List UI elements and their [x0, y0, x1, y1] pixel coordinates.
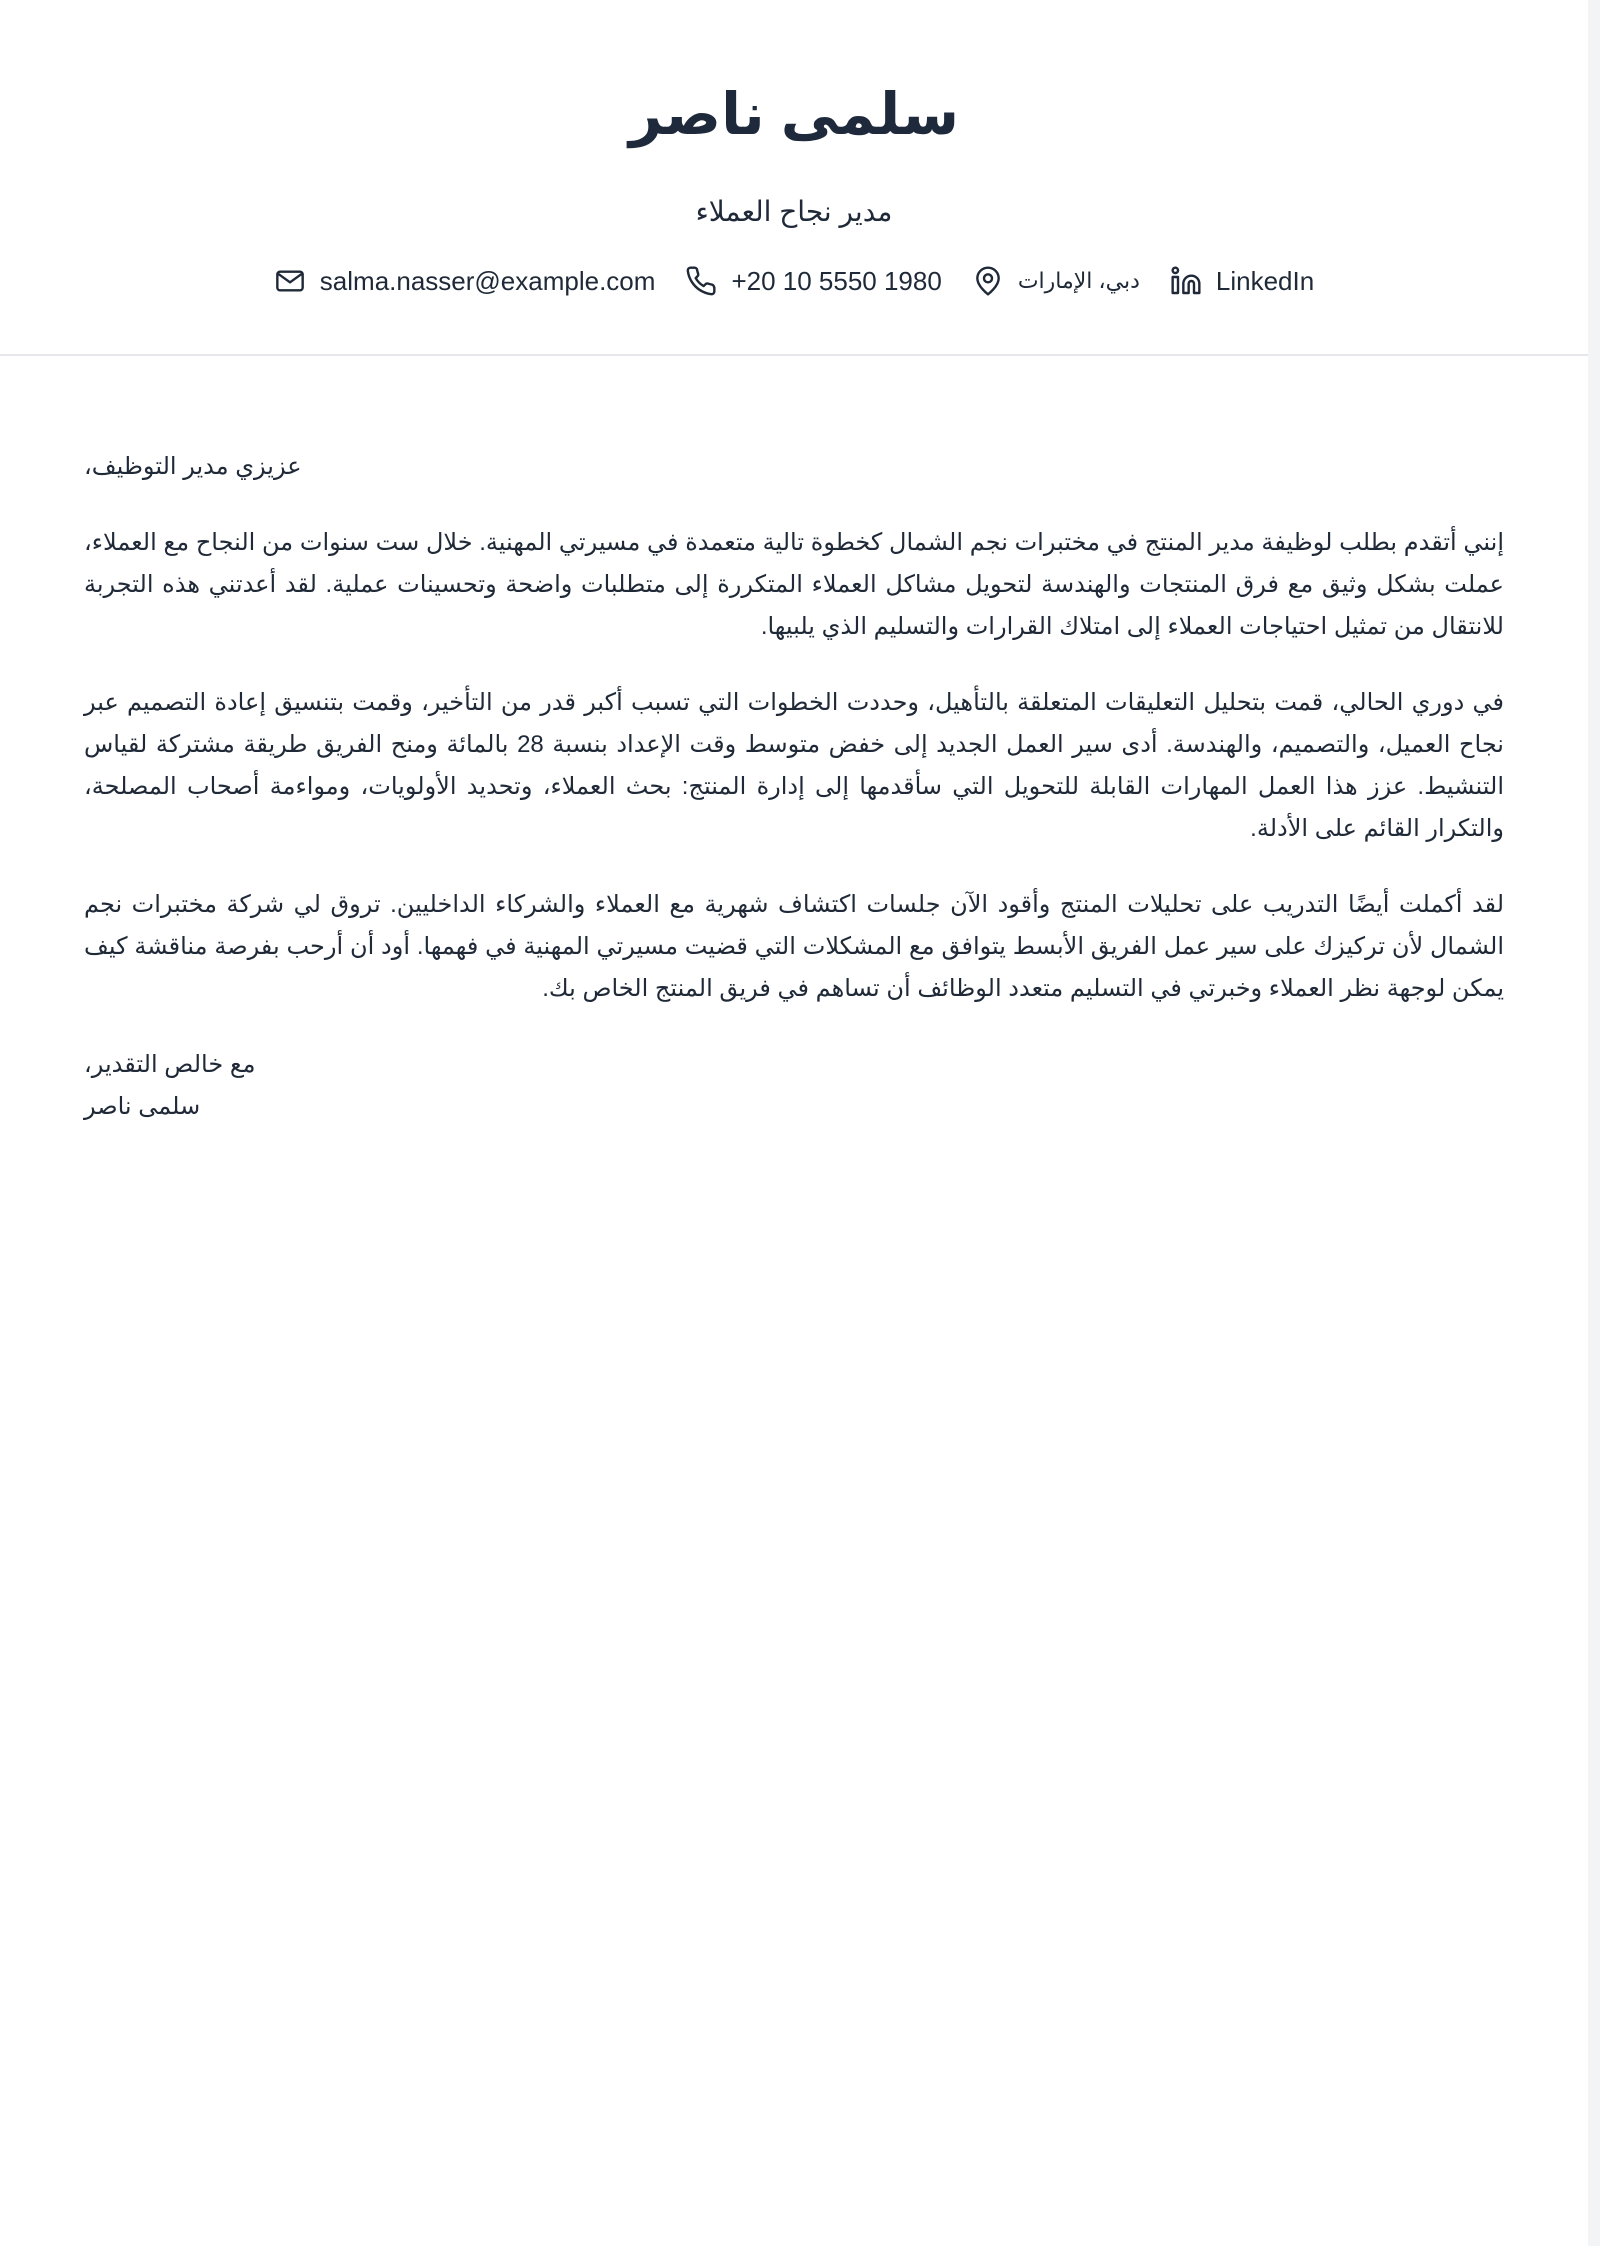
- letter-paragraph: في دوري الحالي، قمت بتحليل التعليقات المتعلقة بالتأهيل، وحددت الخطوات التي تسبب أكبر قدر من التأخير، وقمت بتنسيق إعادة التصميم عبر نجاح العميل، والتصميم، والهندسة. أدى سير العمل الجديد إلى خفض متوسط وقت الإعداد بنسبة 28 بالمائة ومنح الفريق طريقة مشتركة لقياس التنشيط. عزز هذا العمل المهارات القابلة للتحويل التي سأقدمها إلى إدارة المنتج: بحث العملاء، وتحديد الأولويات، ومواءمة أصحاب المصلحة، والتكرار القائم على الأدلة.: [84, 689, 1504, 842]
- linkedin-icon: [1170, 265, 1202, 297]
- page-edge: [1588, 0, 1600, 2246]
- linkedin-contact[interactable]: [1170, 261, 1314, 301]
- applicant-name: سلمى ناصر: [628, 82, 960, 147]
- phone-contact[interactable]: [685, 261, 941, 301]
- email-text: salma.nasser@example.com: [319, 266, 656, 296]
- mail-icon: [274, 265, 306, 297]
- letter-header: [0, 0, 1588, 356]
- location-contact: [972, 261, 1140, 301]
- letter-body: [84, 446, 1504, 1128]
- map-pin-icon: [972, 265, 1004, 297]
- phone-text: +20 10 5550 1980: [731, 266, 942, 296]
- letter-paragraph: إنني أتقدم بطلب لوظيفة مدير المنتج في مختبرات نجم الشمال كخطوة تالية متعمدة في مسيرتي المهنية. خلال ست سنوات من النجاح مع العملاء، عملت بشكل وثيق مع فرق المنتجات والهندسة لتحويل مشاكل العملاء المتكررة إلى متطلبات واضحة وتحسينات عملية. لقد أعدتني هذه التجربة للانتقال من تمثيل احتياجات العملاء إلى امتلاك القرارات والتسليم الذي يلبيها.: [84, 529, 1505, 640]
- letter-greeting: عزيزي مدير التوظيف،: [84, 453, 302, 480]
- letter-signature: سلمى ناصر: [84, 1093, 201, 1120]
- job-title: مدير نجاح العملاء: [695, 196, 893, 227]
- phone-icon: [685, 265, 717, 297]
- letter-closing: مع خالص التقدير،: [84, 1051, 256, 1078]
- contact-bar: [0, 258, 1588, 304]
- linkedin-text: LinkedIn: [1215, 266, 1315, 296]
- letter-paragraph: لقد أكملت أيضًا التدريب على تحليلات المنتج وأقود الآن جلسات اكتشاف شهرية مع العملاء والشركاء الداخليين. تروق لي شركة مختبرات نجم الشمال لأن تركيزك على سير عمل الفريق الأبسط يتوافق مع المشكلات التي قضيت مسيرتي المهنية في فهمها. أود أن أرحب بفرصة مناقشة كيف يمكن لوجهة نظر العملاء وخبرتي في التسليم متعدد الوظائف أن تساهم في فريق المنتج الخاص بك.: [84, 891, 1504, 1002]
- email-contact[interactable]: [274, 261, 656, 301]
- location-text: دبي، الإمارات: [1017, 268, 1140, 293]
